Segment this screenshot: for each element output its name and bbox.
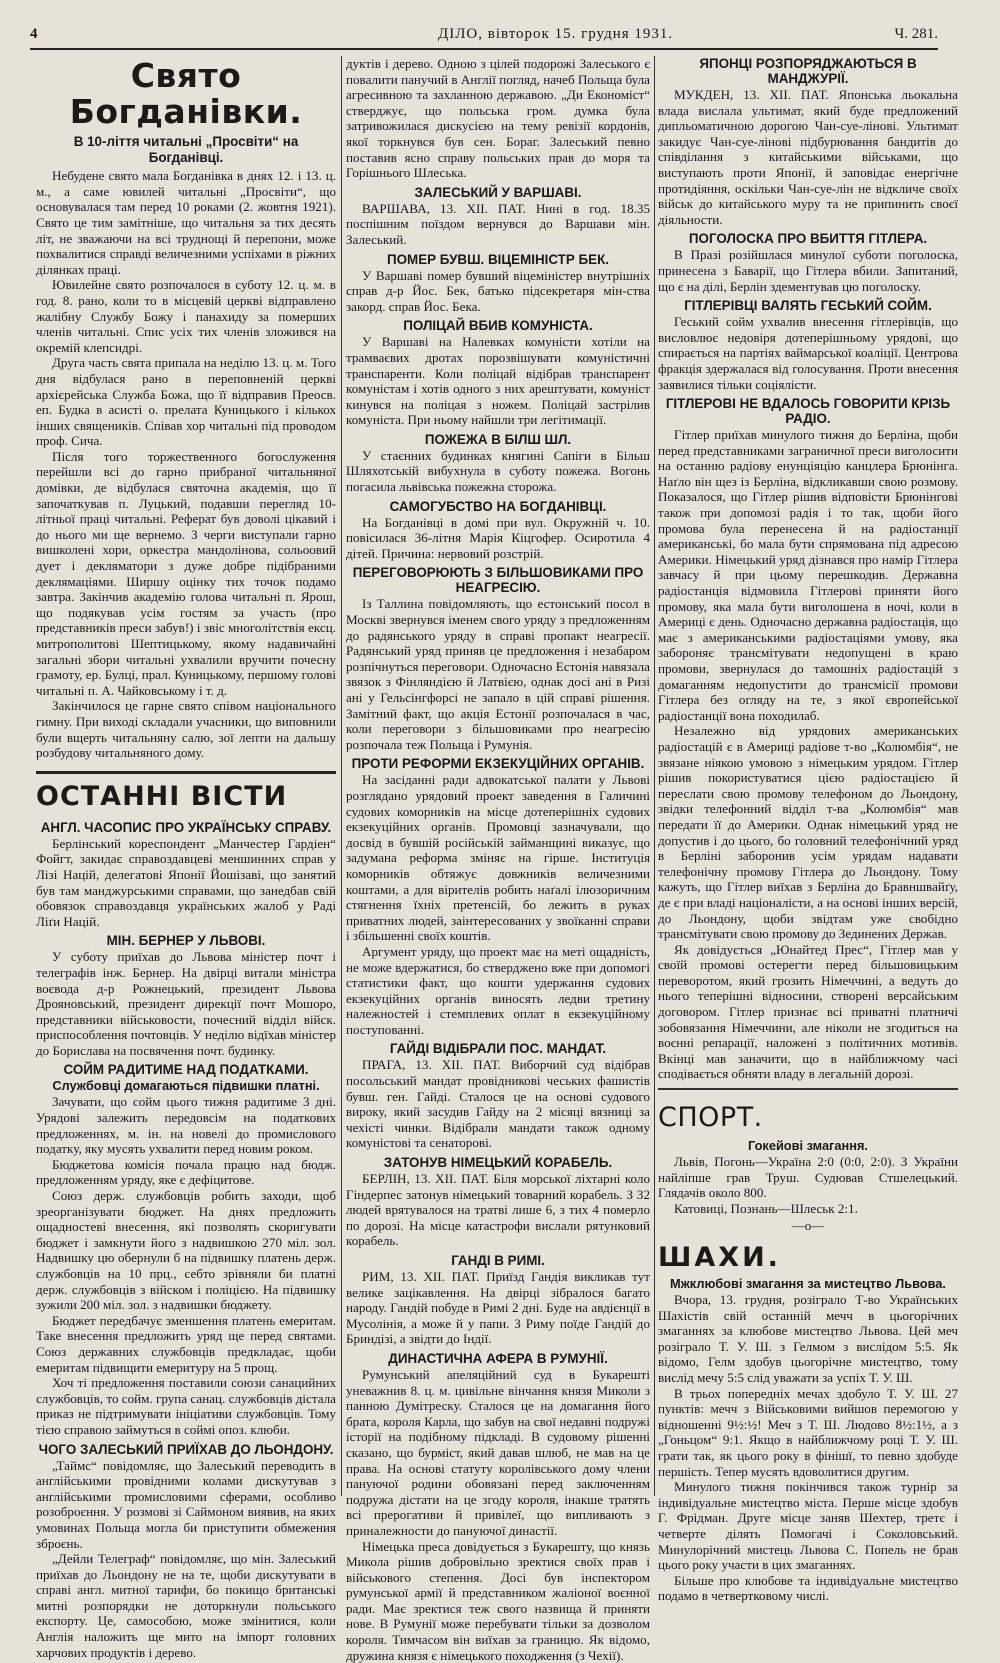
paragraph: Гітлер приїхав минулого тижня до Берліна, щоби перед представниками заграничної преси виголосити на останню радіову енунціяцію канцлера Брюнінга. Наґло він щез із Берліна, відкликавши свою розмову. Показалося, що Гітлер рішив відповісти Брюнінгові також при допомозі радія і то так, щоби його промова була перенесена й на радіостанції американські, бо мала бути спрямована під адресою Америки. Німецький уряд дізнався про намір Гітлера завчасу й при цьому перешкодив. Державна радіостанція відмовила Гітлерові приняти його промову, яка мала бути виголошена в ночі, коли в Америці є день. Одночасно державна радіостація, що має з американськими радіостаціями умову, яка забороняє трансмітувати недопущені в краю промови, звернулася до тамошніх радіостацій з домаганням недопустити до трансмісії промови Гітлера без огляду на те, з якої європейської радіостанції вона походилаб. (658, 427, 958, 723)
headline: ЧОГО ЗАЛЕСЬКИЙ ПРИЇХАВ ДО ЛЬОНДОНУ. (36, 1442, 336, 1457)
paragraph: Катовиці, Познань—Шлеськ 2:1. (658, 1201, 958, 1217)
headline: ПОГОЛОСКА ПРО ВБИТТЯ ГІТЛЕРА. (658, 231, 958, 246)
paragraph: РИМ, 13. XII. ПАТ. Приїзд Гандія викликав тут велике зацікавлення. На двірці зібралося багато народу. Гандій побуде в Римі 2 дні. Буде на авдієнції в Мусолінія, а може й у папи. З Риму поїде Гандій до Бриндізі, а звідти до Індії. (346, 1269, 650, 1347)
paragraph: Львів, Погонь—Україна 2:0 (0:0, 2:0). З України найліпше грав Труш. Судював Стшелецький. Глядачів около 800. (658, 1154, 958, 1201)
headline: ГІТЛЕРОВІ НЕ ВДАЛОСЬ ГОВОРИТИ КРІЗЬ РАДІО. (658, 396, 958, 426)
issue-number: Ч. 281. (895, 26, 939, 43)
headline: ПОМЕР БУВШ. ВІЦЕМІНІСТР БЕК. (346, 252, 650, 267)
paragraph: Союз держ. службовців робить заходи, щоб зреорганізувати бюджет. На днях предложить ощадностеві внесення, які позволять скоригувати бюджет і замкнути його з надвишкою 270 міл. зол. Надвишку цю обернули б на підвишку платень держ. службовців на 10 прц., себто зрівняли би платні держ. службовців з війском і поліцією. На підвишку зужили 200 міл. зол. з надвишки бюджету. (36, 1188, 336, 1313)
column-rule (341, 56, 342, 1496)
paragraph: Минулого тижня покінчився також турнір за індивідуальне мистецтво міста. Перше місце здобув Г. Фрідман. Друге місце заняв Шехтер, третє і четверте ділять Помогачі і Соколовський. Минулорічний мистець Львова С. Попель не брав цього року участи в цих змаганнях. (658, 1479, 958, 1573)
paragraph: Вчора, 13. грудня, розіграло Т-во Українських Шахістів свій останній мечч в цьогорічних змаганнях за клюбове мистецтво Львова. Цей меч розіграло Т. У. Ш. з Гелмом з вислідом 5:5. Як відомо, Гелм здобув цьогорічне мистецтво, тому вислід мечу 5:5 слід уважати за успіх Т. У. Ш. (658, 1292, 958, 1386)
section-divider (658, 1088, 958, 1090)
headline: ДИНАСТИЧНА АФЕРА В РУМУНІЇ. (346, 1351, 650, 1366)
masthead-date: ДІЛО, вівторок 15. грудня 1931. (438, 26, 673, 43)
running-header (30, 26, 938, 50)
headline: ЗАЛЕСЬКИЙ У ВАРШАВІ. (346, 185, 650, 200)
headline: АНГЛ. ЧАСОПИС ПРО УКРАЇНСЬКУ СПРАВУ. (36, 820, 336, 835)
paragraph: Із Таллина повідомляють, що естонський посол в Москві звернувся іменем свого уряду з предложенням до радянського уряду в справі пропакт неагресії. Радянський уряд приняв це предложення і незабаром розпічнуться переговори. Одночасно Естонія навязала звязок з Фінляндією й Латвією, однак досі ані в Ризі ані у Гельсінгфорсі не запало в цій справі рішення. Замітний факт, що акція Естонії розпочалася в час, коли переговори з більшовиками про неагресію розпочала теж Польща і Румунія. (346, 596, 650, 752)
headline: ГАЙДІ ВІДІБРАЛИ ПОС. МАНДАТ. (346, 1041, 650, 1056)
paragraph: Незалежно від урядових американських радіостацій є в Америці радіове т-во „Колюмбія“, не звязане ніякою умовою з німецьким урядом. Гітлер рішив покористуватися цією радіостацією й переслати свою промову телефоном до Льондону, звідки телефонний відділ т-ва „Колюмбія“ мав передати її до Америки. Однак німецький уряд не допустив і до цього, бо головний телефонічний уряд в Берліні заборонив усім урядам надавати телефонічну промову Гітлера до Льондону. Тому кажуть, що Гітлер виїхав з Берліна до Бравншвайґу, де є при владі націоналісти, а на основі інших версій, до Льондону, щоби звідтам уже свобідно трансмітувати свою промову до Зединених Держав. (658, 723, 958, 941)
paragraph: Більше про клюбове та індивідуальне мистецтво подамо в четвертковому числі. (658, 1573, 958, 1604)
subheadline: Службовці домагаються підвишки платні. (36, 1078, 336, 1093)
paragraph: Зачувати, що сойм цього тижня радитиме 3 дні. Урядові залежить передовсім на податкових предложеннях, м. ін. на новелі до промислового податку, яку мусять ухвалити перед новим роком. (36, 1094, 336, 1156)
column-2 (346, 56, 650, 1511)
paragraph: Хоч ті предложення поставили союзи санацийних службовців, то сойм. група санац. службовців дістала приказ не підтримувати ініціативи службовців. Тому тією справою займуться в соймі опоз. клюби. (36, 1375, 336, 1437)
feature-subtitle: В 10-ліття читальні „Просвіти“ на Богданівці. (36, 134, 336, 165)
paragraph: У стаєнних будинках княгині Сапіги в Більш Шляхотській вибухнула в суботу пожежа. Вогонь погасила львівська пожежна сторожа. (346, 448, 650, 495)
headline: ГІТЛЕРІВЦІ ВАЛЯТЬ ГЕСЬКИЙ СОЙМ. (658, 298, 958, 313)
column-1 (36, 56, 336, 1511)
headline: ПОЖЕЖА В БІЛШ ШЛ. (346, 432, 650, 447)
paragraph: Друга часть свята припала на неділю 13. ц. м. Того дня відбулася рано в переповненій церкві архієрейська Служба Божа, що її відправив Преосв. еп. Будка в асисті о. прелата Куницького і кількох інших священиків. Співав хор читальні під проводом проф. Сича. (36, 355, 336, 449)
paragraph: Німецька преса довідується з Букарешту, що князь Микола рішив добровільно зректися своїх прав і військового степення. Досі був інспектором румунської армії й представником жаліоної воєнної ради. Має зректися теж свого назвища й приняти нове. В Румунії може перебувати тільки за дозволом короля. Тимчасом він виїхав за границю. Як відомо, дружина князя є німецького походження (з Чехії). (346, 1539, 650, 1663)
separator: —о— (658, 1218, 958, 1234)
paragraph: ВАРШАВА, 13. XII. ПАТ. Нині в год. 18.35 поспішним поїздом вернувся до Варшави мін. Залеський. (346, 201, 650, 248)
headline: МІН. БЕРНЕР У ЛЬВОВІ. (36, 933, 336, 948)
paragraph: Небудене свято мала Богданівка в днях 12. і 13. ц. м., а саме ювилей читальні „Просвіти“, що основувалася там перед 10 роками (2. жовтня 1921). Свято це тим замітніше, що читальня за тих десять літ, не зважаючи на всі труднощі й перепони, може похвалитися справді величезними успіхами в ріжних ділянках праці. (36, 168, 336, 277)
subheadline: Мжклюбові змагання за мистецтво Львова. (658, 1276, 958, 1291)
paragraph: Аргумент уряду, що проект має на меті ощадність, не може вдержатися, бо стверджено вже при допомогі статистики факт, що кошти удержання судових екзекуційних органів виносять ледви третину належностей і стемплевих оплат в екзекуційному поступованні. (346, 944, 650, 1038)
paragraph: Ювилейне свято розпочалося в суботу 12. ц. м. в год. 8. рано, коли то в місцевій церкві відправлено жалібну Службу Божу і панахиду за померших членів читальні. Спис усіх тих членів зложився на окремій клепсидрі. (36, 277, 336, 355)
column-rule (654, 56, 655, 1496)
paragraph: В трьох попередніх мечах здобуло Т. У. Ш. 27 пунктів: мечч з Військовими вийшов перемогою у відношенні 9½:½! Меч з Т. Ш. Людово 8½:1½, а з „Гоньцом“ 9:1. Якщо в найближчому році Т. У. Ш. грати так, як цього року в фінішї, то певно здобуде першість. Тепер мусять вдоволитися другим. (658, 1386, 958, 1480)
headline: ПЕРЕГОВОРЮЮТЬ З БІЛЬШОВИКАМИ ПРО НЕАГРЕСІЮ. (346, 565, 650, 595)
headline: СОЙМ РАДИТИМЕ НАД ПОДАТКАМИ. (36, 1062, 336, 1077)
paragraph: ПРАГА, 13. XII. ПАТ. Виборчий суд відібрав посольський мандат провідникові чеських фашистів бувш. ген. Гайді. Сталося це на основі судового вироку, який засудив Гайду на 2 місяці вязниці за чехісті чинки. Відібрали мандати також одному комуністові та сенаторові. (346, 1057, 650, 1151)
page-number: 4 (30, 26, 38, 43)
section-banner: ОСТАННІ ВІСТИ (36, 771, 336, 814)
paragraph: дуктів і дерево. Одною з цілей подорожі Залеського є повалити панучий в Англії погляд, начеб Польща була агресивною та захланною державою. „Ди Економіст“ стверджує, що польська гром. думка була затривожилася дискусією на тему ревізії кордонів, якої торкнувся був сен. Бораг. Залеський певно поставив ясно справу польських прав до моря та Горішнього Шлеська. (346, 56, 650, 181)
paragraph: Геський сойм ухвалив внесення гітлерівців, що висловлює недовіря дотеперішньому урядові, що спирається на партіях ваймарської коаліції. Центрова фракція здержалася від голосування. Проти внесення заявилися тільки соціялісти. (658, 314, 958, 392)
subheadline: Гокейові змагання. (658, 1138, 958, 1153)
paragraph: „Дейли Телеграф“ повідомляє, що мін. Залеський приїхав до Льондону не на те, щоби дискутувати в справі англ. митної тарифи, бо покищо британські митні розпорядки не доторкнули польського експорту. Це, самособою, може змінитися, коли Англія наложить ще мито на імпорт головних харчових продуктів і дерево. (36, 1551, 336, 1660)
headline: ПРОТИ РЕФОРМИ ЕКЗЕКУЦІЙНИХ ОРГАНІВ. (346, 756, 650, 771)
headline: ЯПОНЦІ РОЗПОРЯДЖАЮТЬСЯ В МАНДЖУРІЇ. (658, 56, 958, 86)
paragraph: В Празі розійшлася минулої суботи поголоска, принесена з Баварії, що Гітлера вбили. Запитаний, що є на ділі, Берлін здементував цю поголоску. (658, 247, 958, 294)
paragraph: Румунський апеляційний суд в Букарешті уневажнив 8. ц. м. цивільне вінчання князя Миколи з панною Думітреску. Сталося це на домагання його брата, короля Карла, що забув на свої недавні подружі історії на подібному підкладі. В судовому рішенні сказано, що бурміст, який давав шлюб, не мав на це права. На основі статуту королівського дому члени пануючої родини обовязані перед заключенням подружа дістати на це згоду короля, інакше тратять всі прерогативи й привілеї, що випливають з приналежности до пануючої династії. (346, 1367, 650, 1539)
paragraph: Бюджетова комісія почала працю над бюдж. предложенням уряду, яке є дефіцитове. (36, 1157, 336, 1188)
sport-section-title: СПОРТ. (658, 1102, 958, 1134)
paragraph: „Таймс“ повідомляє, що Залеський переводить в англійськими провідними колами дискутував з англійськими промисловими сферами, особливо розоброєння. У розмові зі Саймоном виявив, на яких умовинах Польща могла би приступити обмежения зброєнь. (36, 1458, 336, 1552)
column-3 (658, 56, 958, 1511)
paragraph: Після того торжественного богослуження перейшли всі до гарно прибраної читальняної домівки, де відбулася святочна академія, що її започаткував п. Луцький, подавши перегляд 10-літньої праці читальні. Реферат був доволі цікавий і до нього ми ще вернемо. З черги виступали гарно вишколені хори, оркестра мандолінова, сольоовий дует і декляматори з дуже добре підібраними деклямаціями. Ширшу оцінку тих точок подамо завтра. Закінчив академію голова читальні п. Ярош, що подякував усім гостям за участь (про представників преси забув!) і звіс многолітствія ексц. митрополитові Шептицькому, якому надавичайні загальні збори читальні ухвалили вручити почесну грамоту, ер. Булці, прал. Куницькому, першому голові читальні п. А. Чайковському і т. д. (36, 449, 336, 699)
paragraph: Берлінський кореспондент „Манчестер Гардіен“ Фойгт, закидає справоздавцеві меншинних справ у Лізі Націй, делегатові Японії Йошізаві, що занятий був там манджурськими справами, що занедбав свій обовязок справоздавця українських жалоб у Раді Ліґи Націй. (36, 836, 336, 930)
chess-section-title: ШАХИ. (658, 1242, 958, 1274)
paragraph: БЕРЛІН, 13. XII. ПАТ. Біля морської ліхтарні коло Гіндерпес затонув німецький товарний корабель. З 32 людей врятувалося на тратві лише 6, з тих 4 померло по дорозі. На місце катастрофи вислали рятунковий корабель. (346, 1171, 650, 1249)
paragraph: У Варшаві на Налевках комуністи хотіли на трамваєвих дротах порозвішувати комуністичні транспаренти. Коли поліцай відібрав транспарент комуністам і хотів одного з них арештувати, комуніст кинувся на поліцая з ножем. Поліцай застрілив комуніста. При ньому найшли три легітимації. (346, 334, 650, 428)
headline: ГАНДІ В РИМІ. (346, 1253, 650, 1268)
paragraph: Закінчилося це гарне свято співом національного гимну. При виході складали учасники, що виповнили були вщерть читальняну салю, зої лепти на дальшу розбудову читальняного дому. (36, 698, 336, 760)
headline: ЗАТОНУВ НІМЕЦЬКИЙ КОРАБЕЛЬ. (346, 1155, 650, 1170)
paragraph: Як довідується „Юнайтед Прес“, Гітлер мав у своїй промові остерегти перед більшовицьким переворотом, який грозить Німеччині, а ведуть до нього теперішні відносини, створені версайським договором. Гітлер признає всі приватні платничі зобовязання Німеччини, але ніколи не згодиться на воєнні репарації, наложені з політичних мотивів. Вкінці мав заначити, що в найближчому часі сподівається обняти владу в легальній дорозі. (658, 942, 958, 1082)
paragraph: У суботу приїхав до Львова міністер почт і телеграфів інж. Бернер. На двірці витали міністра воєвода д-р Рожнецький, президент Львова Дрояновський, президент дирекції почт Мошоро, представники військовости, почесний відділ війск. приспособлення почтовців. У неділю відїхав міністер до Борислава на посвячення почт. будинку. (36, 949, 336, 1058)
headline: САМОГУБСТВО НА БОГДАНІВЦІ. (346, 499, 650, 514)
paragraph: На засіданні ради адвокатської палати у Львові розглядано урядовий проект заведення в Галичині судових коморників на місце дотеперішніх судових екзекуційних органів. Промовці зазначували, що досвід в бувшій російській займанщині виказує, що задумана реформа зміняє на гірше. Інституція коморників обтяжує довжників величезними коштами, а для вірителів робить наґалі ілюзоричним стягнення їхніх претенсій, бо лежить в руках приватних людей, заінтересованих у звоїканні справи і збільшенні своїх коштів. (346, 772, 650, 944)
paragraph: Бюджет передбачує зменшення платень емеритам. Таке внесення предложить уряд ще перед святами. Союз державних службовців предкладає, щоби емеритам підвищити емеритуру на 5 прощ. (36, 1313, 336, 1375)
paragraph: На Богданівці в домі при вул. Окружній ч. 10. повісилася 36-літня Марія Кіцгофер. Осиротила 4 дітей. Причина: нервовий розстрій. (346, 515, 650, 562)
paragraph: У Варшаві помер бувший віцеміністер внутрішніх справ д-р Йос. Бек, батько підсекретаря мін-ства закорд. справ Йос. Бека. (346, 268, 650, 315)
feature-title: Свято Богданівки. (36, 58, 336, 130)
headline: ПОЛІЦАЙ ВБИВ КОМУНІСТА. (346, 318, 650, 333)
paragraph: МУКДЕН, 13. XII. ПАТ. Японська льокальна влада вислала ультимат, який буде предложений дипльоматичною дорогою Чан-суе-лінові. Ультимат закидує Чан-суе-лінові підбурювання бандитів до співділання з китайськими військами, що виступають проти Японії, й заповідає енергічне протидіяння, оскільки Чан-суе-лін не відкличе своїх військ до китайського муру та не припинить своєї діяльности. (658, 87, 958, 227)
